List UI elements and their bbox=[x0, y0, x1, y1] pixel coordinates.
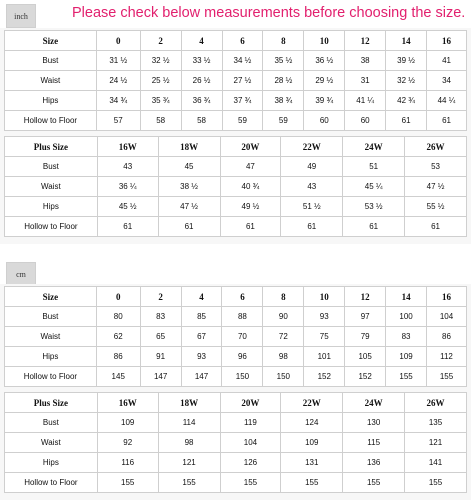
measurement-cell: 121 bbox=[405, 433, 467, 453]
measurement-cell: 91 bbox=[140, 347, 181, 367]
table-header-row bbox=[5, 31, 467, 51]
measurement-cell: 116 bbox=[97, 453, 158, 473]
measurement-cell: 40 ¾ bbox=[220, 177, 281, 197]
measurement-cell: 61 bbox=[220, 217, 281, 237]
size-header: 22W bbox=[281, 393, 343, 413]
measurement-cell: 49 bbox=[281, 157, 343, 177]
measurement-cell: 92 bbox=[97, 433, 158, 453]
measurement-cell: 152 bbox=[304, 367, 345, 387]
measurement-cell: 155 bbox=[97, 473, 158, 493]
measurement-cell: 61 bbox=[158, 217, 220, 237]
measurement-cell: 51 ½ bbox=[281, 197, 343, 217]
measurement-cell: 86 bbox=[96, 347, 140, 367]
row-label: Hollow to Floor bbox=[5, 473, 98, 493]
measurement-cell: 152 bbox=[345, 367, 386, 387]
table-row bbox=[5, 347, 467, 367]
measurement-cell: 105 bbox=[345, 347, 386, 367]
measurement-cell: 37 ¾ bbox=[222, 91, 263, 111]
measurement-cell: 45 ½ bbox=[97, 197, 158, 217]
measurement-cell: 27 ½ bbox=[222, 71, 263, 91]
row-label: Hips bbox=[5, 197, 98, 217]
table-row bbox=[5, 307, 467, 327]
measurement-cell: 60 bbox=[304, 111, 345, 131]
table-row bbox=[5, 217, 467, 237]
measurement-cell: 51 bbox=[343, 157, 405, 177]
measurement-cell: 85 bbox=[181, 307, 222, 327]
measurement-cell: 67 bbox=[181, 327, 222, 347]
row-label: Hips bbox=[5, 347, 97, 367]
row-label: Bust bbox=[5, 157, 98, 177]
measurement-cell: 141 bbox=[405, 453, 467, 473]
measurement-cell: 130 bbox=[343, 413, 405, 433]
row-label: Hollow to Floor bbox=[5, 367, 97, 387]
cm-section bbox=[0, 284, 471, 500]
measurement-cell: 104 bbox=[427, 307, 467, 327]
measurement-cell: 65 bbox=[140, 327, 181, 347]
size-header: 8 bbox=[263, 31, 304, 51]
measurement-cell: 32 ½ bbox=[140, 51, 181, 71]
measurement-cell: 72 bbox=[263, 327, 304, 347]
measurement-cell: 55 ½ bbox=[405, 197, 467, 217]
table-row bbox=[5, 473, 467, 493]
measurement-cell: 155 bbox=[281, 473, 343, 493]
size-header: 18W bbox=[158, 393, 220, 413]
measurement-cell: 43 bbox=[281, 177, 343, 197]
measurement-cell: 61 bbox=[427, 111, 467, 131]
measurement-cell: 61 bbox=[343, 217, 405, 237]
table-row bbox=[5, 197, 467, 217]
size-header: 6 bbox=[222, 31, 263, 51]
measurement-cell: 136 bbox=[343, 453, 405, 473]
measurement-cell: 109 bbox=[386, 347, 427, 367]
table-row bbox=[5, 453, 467, 473]
measurement-cell: 34 ¾ bbox=[96, 91, 140, 111]
measurement-cell: 31 bbox=[345, 71, 386, 91]
measurement-cell: 97 bbox=[345, 307, 386, 327]
size-header: 8 bbox=[263, 287, 304, 307]
size-header: 10 bbox=[304, 31, 345, 51]
size-header: 2 bbox=[140, 31, 181, 51]
header-label: Plus Size bbox=[5, 393, 98, 413]
size-header: 12 bbox=[345, 287, 386, 307]
measurement-cell: 150 bbox=[222, 367, 263, 387]
row-label: Waist bbox=[5, 433, 98, 453]
measurement-cell: 53 bbox=[405, 157, 467, 177]
measurement-cell: 93 bbox=[304, 307, 345, 327]
measurement-cell: 88 bbox=[222, 307, 263, 327]
measurement-cell: 90 bbox=[263, 307, 304, 327]
size-header: 10 bbox=[304, 287, 345, 307]
measurement-cell: 42 ¾ bbox=[386, 91, 427, 111]
table-row bbox=[5, 71, 467, 91]
size-header: 16W bbox=[97, 137, 158, 157]
measurement-cell: 104 bbox=[220, 433, 281, 453]
measurement-cell: 109 bbox=[97, 413, 158, 433]
size-header: 12 bbox=[345, 31, 386, 51]
measurement-cell: 59 bbox=[222, 111, 263, 131]
measurement-cell: 93 bbox=[181, 347, 222, 367]
table-row bbox=[5, 91, 467, 111]
size-header: 14 bbox=[386, 287, 427, 307]
measurement-cell: 44 ¼ bbox=[427, 91, 467, 111]
size-header: 26W bbox=[405, 137, 467, 157]
measurement-cell: 59 bbox=[263, 111, 304, 131]
measurement-cell: 25 ½ bbox=[140, 71, 181, 91]
row-label: Hips bbox=[5, 453, 98, 473]
measurement-cell: 38 bbox=[345, 51, 386, 71]
size-header: 26W bbox=[405, 393, 467, 413]
size-header: 0 bbox=[96, 287, 140, 307]
measurement-cell: 28 ½ bbox=[263, 71, 304, 91]
size-header: 16 bbox=[427, 31, 467, 51]
size-header: 0 bbox=[96, 31, 140, 51]
measurement-cell: 119 bbox=[220, 413, 281, 433]
measurement-cell: 147 bbox=[181, 367, 222, 387]
measurement-cell: 61 bbox=[281, 217, 343, 237]
measurement-cell: 96 bbox=[222, 347, 263, 367]
inch-section bbox=[0, 28, 471, 244]
table-header-row bbox=[5, 287, 467, 307]
measurement-cell: 101 bbox=[304, 347, 345, 367]
size-header: 6 bbox=[222, 287, 263, 307]
measurement-cell: 45 bbox=[158, 157, 220, 177]
measurement-cell: 24 ½ bbox=[96, 71, 140, 91]
measurement-cell: 43 bbox=[97, 157, 158, 177]
measurement-cell: 31 ½ bbox=[96, 51, 140, 71]
measurement-cell: 155 bbox=[386, 367, 427, 387]
table-row bbox=[5, 157, 467, 177]
size-header: 14 bbox=[386, 31, 427, 51]
measurement-cell: 79 bbox=[345, 327, 386, 347]
measurement-cell: 155 bbox=[220, 473, 281, 493]
measurement-cell: 155 bbox=[427, 367, 467, 387]
measurement-cell: 60 bbox=[345, 111, 386, 131]
row-label: Hips bbox=[5, 91, 97, 111]
measurement-cell: 47 bbox=[220, 157, 281, 177]
row-label: Hollow to Floor bbox=[5, 111, 97, 131]
measurement-cell: 38 ¾ bbox=[263, 91, 304, 111]
size-header: 16 bbox=[427, 287, 467, 307]
measurement-cell: 100 bbox=[386, 307, 427, 327]
size-header: 20W bbox=[220, 137, 281, 157]
measurement-cell: 86 bbox=[427, 327, 467, 347]
measurement-cell: 45 ¼ bbox=[343, 177, 405, 197]
inch-standard-table bbox=[4, 30, 467, 131]
size-header: 22W bbox=[281, 137, 343, 157]
measurement-cell: 41 ¼ bbox=[345, 91, 386, 111]
measurement-cell: 98 bbox=[158, 433, 220, 453]
measurement-cell: 53 ½ bbox=[343, 197, 405, 217]
measurement-cell: 124 bbox=[281, 413, 343, 433]
size-header: 24W bbox=[343, 137, 405, 157]
measurement-cell: 114 bbox=[158, 413, 220, 433]
measurement-cell: 61 bbox=[386, 111, 427, 131]
unit-label-cm: cm bbox=[16, 269, 26, 279]
measurement-cell: 47 ½ bbox=[158, 197, 220, 217]
measurement-cell: 155 bbox=[158, 473, 220, 493]
measurement-cell: 121 bbox=[158, 453, 220, 473]
row-label: Bust bbox=[5, 51, 97, 71]
measurement-cell: 35 ¾ bbox=[140, 91, 181, 111]
table-row bbox=[5, 367, 467, 387]
row-label: Bust bbox=[5, 307, 97, 327]
measurement-cell: 62 bbox=[96, 327, 140, 347]
measurement-cell: 145 bbox=[96, 367, 140, 387]
page-title: Please check below measurements before choosing the size. bbox=[72, 5, 466, 21]
size-header: 4 bbox=[181, 287, 222, 307]
row-label: Waist bbox=[5, 177, 98, 197]
measurement-cell: 57 bbox=[96, 111, 140, 131]
measurement-cell: 32 ½ bbox=[386, 71, 427, 91]
measurement-cell: 49 ½ bbox=[220, 197, 281, 217]
table-row bbox=[5, 111, 467, 131]
row-label: Hollow to Floor bbox=[5, 217, 98, 237]
header-label: Plus Size bbox=[5, 137, 98, 157]
size-header: 4 bbox=[181, 31, 222, 51]
measurement-cell: 58 bbox=[181, 111, 222, 131]
measurement-cell: 36 ¾ bbox=[181, 91, 222, 111]
table-row bbox=[5, 413, 467, 433]
row-label: Waist bbox=[5, 71, 97, 91]
size-header: 16W bbox=[97, 393, 158, 413]
measurement-cell: 39 ½ bbox=[386, 51, 427, 71]
header-label: Size bbox=[5, 31, 97, 51]
table-header-row bbox=[5, 393, 467, 413]
size-header: 24W bbox=[343, 393, 405, 413]
row-label: Bust bbox=[5, 413, 98, 433]
measurement-cell: 35 ½ bbox=[263, 51, 304, 71]
size-header: 20W bbox=[220, 393, 281, 413]
measurement-cell: 80 bbox=[96, 307, 140, 327]
measurement-cell: 109 bbox=[281, 433, 343, 453]
row-label: Waist bbox=[5, 327, 97, 347]
measurement-cell: 98 bbox=[263, 347, 304, 367]
unit-badge-cm bbox=[6, 262, 36, 286]
measurement-cell: 26 ½ bbox=[181, 71, 222, 91]
measurement-cell: 131 bbox=[281, 453, 343, 473]
measurement-cell: 36 ¼ bbox=[97, 177, 158, 197]
measurement-cell: 34 bbox=[427, 71, 467, 91]
measurement-cell: 70 bbox=[222, 327, 263, 347]
table-row bbox=[5, 433, 467, 453]
measurement-cell: 83 bbox=[140, 307, 181, 327]
measurement-cell: 115 bbox=[343, 433, 405, 453]
inch-plus-table bbox=[4, 136, 467, 237]
measurement-cell: 29 ½ bbox=[304, 71, 345, 91]
measurement-cell: 39 ¾ bbox=[304, 91, 345, 111]
measurement-cell: 61 bbox=[405, 217, 467, 237]
measurement-cell: 41 bbox=[427, 51, 467, 71]
cm-standard-table bbox=[4, 286, 467, 387]
measurement-cell: 58 bbox=[140, 111, 181, 131]
measurement-cell: 34 ½ bbox=[222, 51, 263, 71]
measurement-cell: 83 bbox=[386, 327, 427, 347]
header-label: Size bbox=[5, 287, 97, 307]
table-row bbox=[5, 51, 467, 71]
unit-badge-inch bbox=[6, 4, 36, 28]
measurement-cell: 61 bbox=[97, 217, 158, 237]
measurement-cell: 147 bbox=[140, 367, 181, 387]
measurement-cell: 47 ½ bbox=[405, 177, 467, 197]
size-header: 18W bbox=[158, 137, 220, 157]
measurement-cell: 135 bbox=[405, 413, 467, 433]
table-row bbox=[5, 177, 467, 197]
measurement-cell: 75 bbox=[304, 327, 345, 347]
table-row bbox=[5, 327, 467, 347]
measurement-cell: 38 ½ bbox=[158, 177, 220, 197]
table-header-row bbox=[5, 137, 467, 157]
measurement-cell: 112 bbox=[427, 347, 467, 367]
measurement-cell: 126 bbox=[220, 453, 281, 473]
measurement-cell: 155 bbox=[343, 473, 405, 493]
size-header: 2 bbox=[140, 287, 181, 307]
measurement-cell: 150 bbox=[263, 367, 304, 387]
measurement-cell: 33 ½ bbox=[181, 51, 222, 71]
measurement-cell: 155 bbox=[405, 473, 467, 493]
measurement-cell: 36 ½ bbox=[304, 51, 345, 71]
unit-label-inch: inch bbox=[14, 11, 28, 21]
cm-plus-table bbox=[4, 392, 467, 493]
